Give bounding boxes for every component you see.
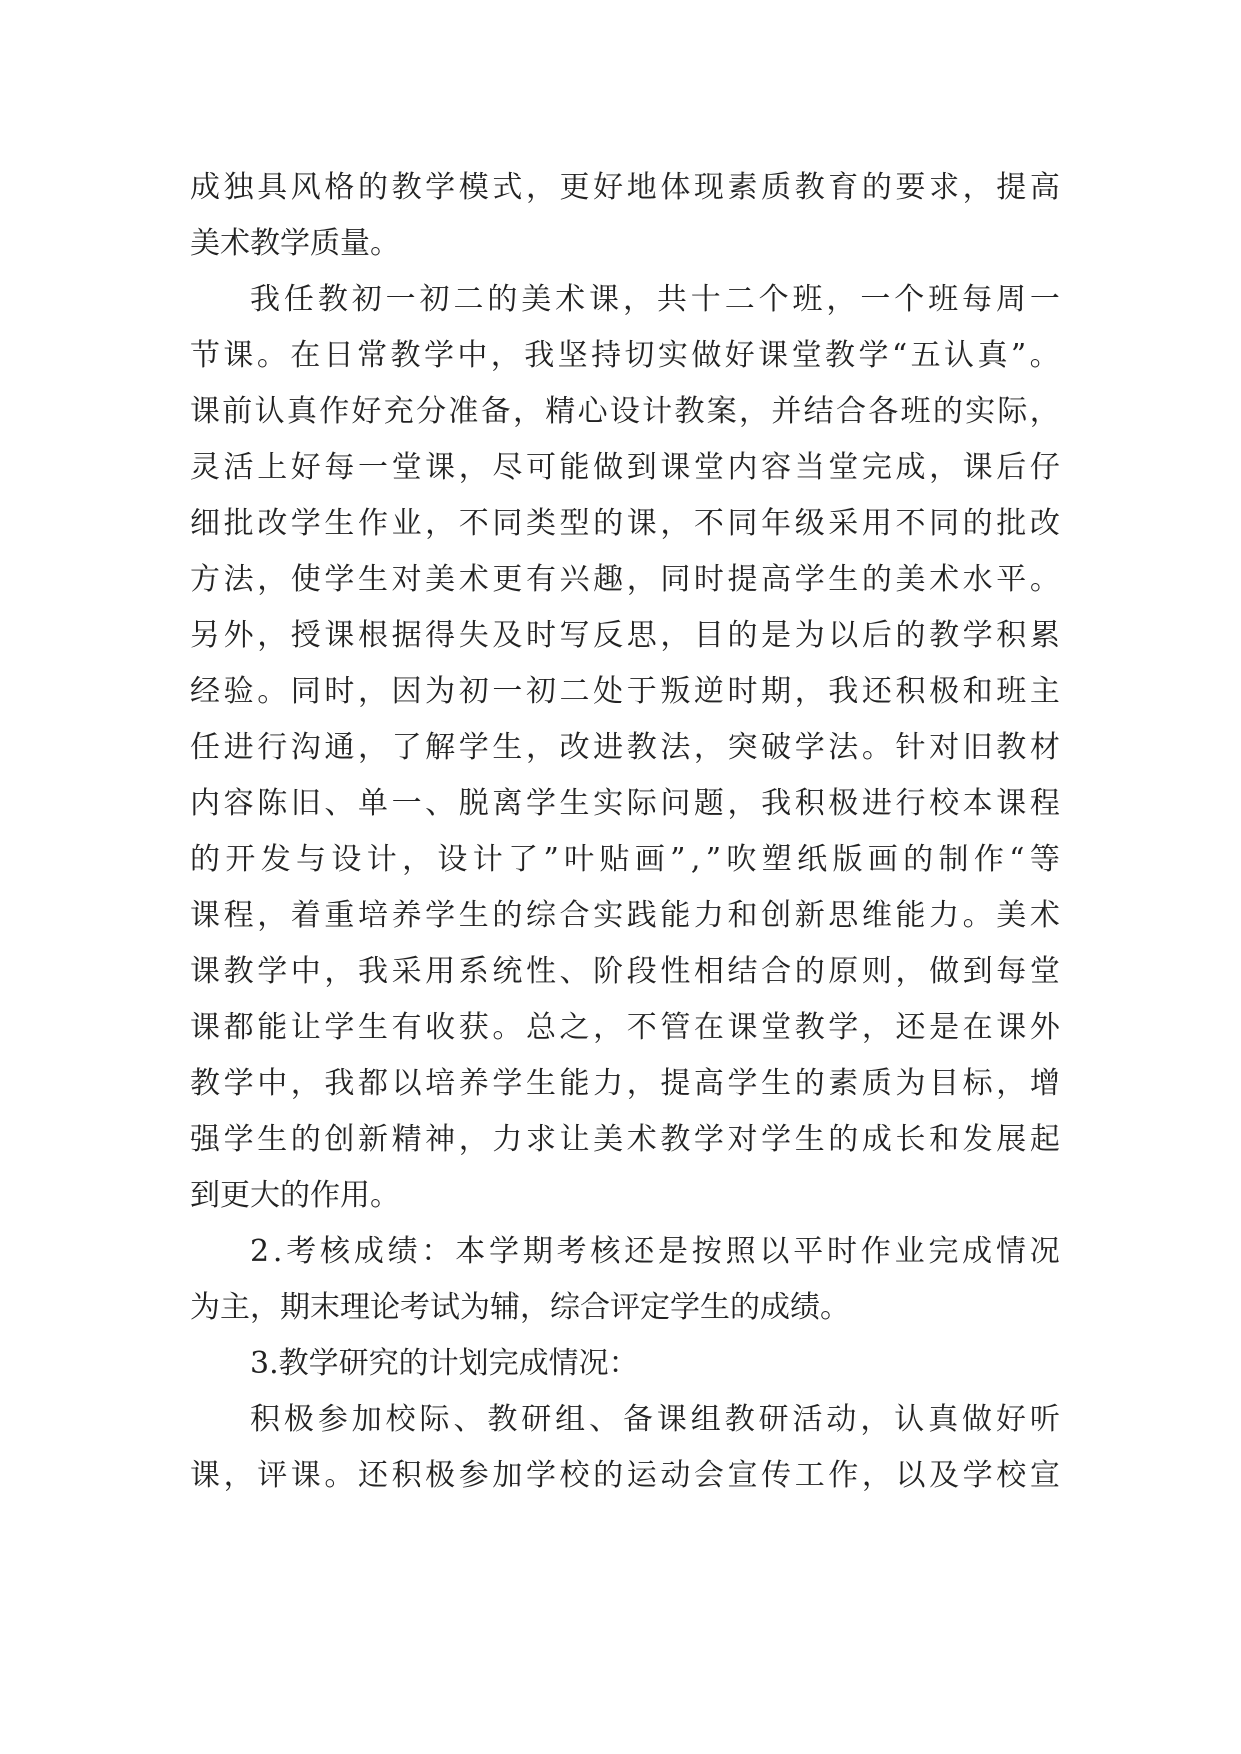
text-line: 细 批 改 学 生 作 业 ， 不 同 类 型 的 课 ， 不 同 年 级 采 用 不 同 的 批 改 <box>190 506 1060 541</box>
text-line: 课 前 认 真 作 好 充 分 准 备 ， 精 心 设 计 教 案 ， 并 结 合 各 班 的 实 际 ， <box>190 394 1060 429</box>
text-line: 课 程 ， 着 重 培 养 学 生 的 综 合 实 践 能 力 和 创 新 思 维 能 力 。 美 术 <box>190 898 1060 933</box>
text-line: 强 学 生 的 创 新 精 神 ， 力 求 让 美 术 教 学 对 学 生 的 成 长 和 发 展 起 <box>190 1122 1060 1157</box>
body-text <box>190 160 1060 1504</box>
text-line: 另 外 ， 授 课 根 据 得 失 及 时 写 反 思 ， 目 的 是 为 以 后 的 教 学 积 累 <box>190 618 1060 653</box>
text-line: 灵 活 上 好 每 一 堂 课 ， 尽 可 能 做 到 课 堂 内 容 当 堂 完 成 ， 课 后 仔 <box>190 450 1060 485</box>
text-line: 我 任 教 初 一 初 二 的 美 术 课 ， 共 十 二 个 班 ， 一 个 班 每 周 一 <box>250 282 1060 317</box>
text-line: 课 ， 评 课 。 还 积 极 参 加 学 校 的 运 动 会 宣 传 工 作 ， 以 及 学 校 宣 <box>190 1458 1060 1493</box>
text-line: 方 法 ， 使 学 生 对 美 术 更 有 兴 趣 ， 同 时 提 高 学 生 的 美 术 水 平 。 <box>190 562 1060 597</box>
text-line: 2 . 考 核 成 绩 ： 本 学 期 考 核 还 是 按 照 以 平 时 作 业 完 成 情 况 <box>250 1234 1060 1269</box>
text-line: 课 教 学 中 ， 我 采 用 系 统 性 、 阶 段 性 相 结 合 的 原 则 ， 做 到 每 堂 <box>190 954 1060 989</box>
text-line: 为 主 ， 期 末 理 论 考 试 为 辅 ， 综 合 评 定 学 生 的 成 绩 。 <box>190 1290 850 1325</box>
text-line: 任 进 行 沟 通 ， 了 解 学 生 ， 改 进 教 法 ， 突 破 学 法 。 针 对 旧 教 材 <box>190 730 1060 765</box>
text-line: 3 . 教 学 研 究 的 计 划 完 成 情 况 ： <box>250 1346 639 1381</box>
text-line: 的 开 发 与 设 计 ， 设 计 了 ” 叶 贴 画 ” , ” 吹 塑 纸 版 画 的 制 作 “ 等 <box>190 842 1060 877</box>
text-line: 内 容 陈 旧 、 单 一 、 脱 离 学 生 实 际 问 题 ， 我 积 极 进 行 校 本 课 程 <box>190 786 1060 821</box>
text-line: 节 课 。 在 日 常 教 学 中 ， 我 坚 持 切 实 做 好 课 堂 教 学 “ 五 认 真 ” 。 <box>190 338 1060 373</box>
text-line: 积 极 参 加 校 际 、 教 研 组 、 备 课 组 教 研 活 动 ， 认 真 做 好 听 <box>250 1402 1060 1437</box>
text-line: 到 更 大 的 作 用 。 <box>190 1178 400 1213</box>
text-line: 教 学 中 ， 我 都 以 培 养 学 生 能 力 ， 提 高 学 生 的 素 质 为 目 标 ， 增 <box>190 1066 1060 1101</box>
text-line: 课 都 能 让 学 生 有 收 获 。 总 之 ， 不 管 在 课 堂 教 学 ， 还 是 在 课 外 <box>190 1010 1060 1045</box>
text-line: 成 独 具 风 格 的 教 学 模 式 ， 更 好 地 体 现 素 质 教 育 的 要 求 ， 提 高 <box>190 170 1060 205</box>
text-line: 美 术 教 学 质 量 。 <box>190 226 400 261</box>
text-line: 经 验 。 同 时 ， 因 为 初 一 初 二 处 于 叛 逆 时 期 ， 我 还 积 极 和 班 主 <box>190 674 1060 709</box>
